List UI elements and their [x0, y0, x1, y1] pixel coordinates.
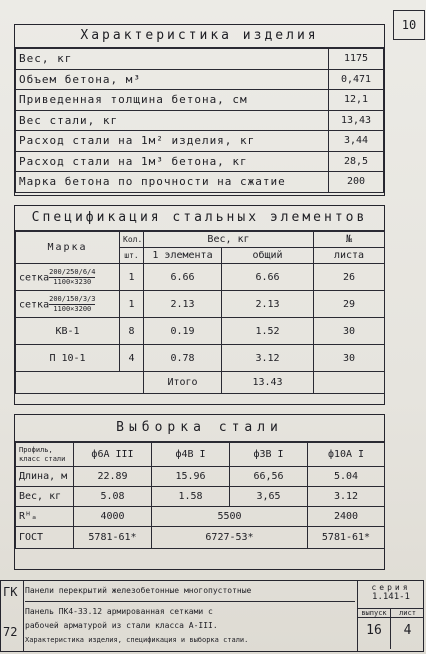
spec-row [16, 264, 385, 291]
steel-selection-block [14, 414, 385, 570]
stamp-series-label: серия [371, 583, 411, 592]
spec-total: 1.52 [222, 318, 314, 345]
stamp-sheet [391, 609, 424, 649]
steel-profile: ф10А I [308, 443, 385, 467]
spec-qty: 1 [120, 264, 144, 291]
stamp-issue-value: 16 [366, 623, 382, 638]
characteristic-value: 200 [329, 172, 384, 193]
spec-mark-frac-bottom: 1100×3230 [53, 277, 92, 286]
characteristic-row [16, 110, 384, 131]
steel-rn-label: Rᴴₐ [16, 507, 74, 527]
spec-one: 0.78 [144, 345, 222, 372]
characteristic-label: Вес стали, кг [16, 110, 329, 131]
stamp-line1: Панели перекрытий железобетонные многопустотные [25, 581, 355, 602]
spec-mark-frac-bottom: 1100×3200 [53, 304, 92, 313]
spec-mark-fraction [49, 295, 95, 314]
page-number: 10 [393, 10, 425, 40]
characteristic-row [16, 69, 384, 90]
characteristic-label: Вес, кг [16, 49, 329, 70]
spec-mark-frac-top: 200/150/3/3 [49, 294, 96, 303]
steel-value: 5.08 [74, 487, 152, 507]
spec-header-weight: Вес, кг [144, 232, 314, 248]
spec-sheet: 26 [314, 264, 385, 291]
spec-mark-name: сетка [19, 299, 50, 310]
spec-mark [16, 345, 120, 372]
stamp-line3: рабочей арматурой из стали класса А-III. [25, 621, 218, 630]
characteristic-value: 1175 [329, 49, 384, 70]
steel-profile: ф6А III [74, 443, 152, 467]
spec-one: 0.19 [144, 318, 222, 345]
steel-profile: ф3В I [230, 443, 308, 467]
spec-qty: 8 [120, 318, 144, 345]
spec-total: 3.12 [222, 345, 314, 372]
spec-total-label: Итого [144, 372, 222, 394]
spec-mark [16, 318, 120, 345]
spec-mark-name: сетка [19, 272, 50, 283]
characteristic-value: 3,44 [329, 131, 384, 152]
spec-header-mark: Марка [16, 232, 120, 264]
steel-value: 5.04 [308, 467, 385, 487]
spec-qty: 4 [120, 345, 144, 372]
characteristics-table [15, 48, 384, 193]
steel-row-label: Вес, кг [16, 487, 74, 507]
title-stamp [0, 580, 424, 652]
stamp-description [25, 605, 355, 647]
spec-header-qty-unit: шт. [120, 248, 144, 264]
steel-rn-value: 5500 [152, 507, 308, 527]
stamp-series-value: 1.141-1 [358, 592, 424, 609]
spec-sheet: 30 [314, 345, 385, 372]
characteristic-row [16, 90, 384, 111]
stamp-line4: Характеристика изделия, спецификация и выборка стали. [25, 636, 249, 644]
steel-gost-value: 5781-61* [308, 527, 385, 549]
characteristic-label: Марка бетона по прочности на сжатие [16, 172, 329, 193]
steel-title: Выборка стали [15, 415, 384, 442]
spec-sheet: 29 [314, 291, 385, 318]
steel-value: 22.89 [74, 467, 152, 487]
stamp-sheet-label: лист [391, 609, 424, 618]
steel-row [16, 467, 385, 487]
stamp-issue-sheet [358, 609, 424, 649]
characteristics-block [14, 24, 385, 196]
steel-header-row [16, 443, 385, 467]
stamp-sheet-value: 4 [403, 623, 412, 638]
characteristic-label: Приведенная толщина бетона, см [16, 90, 329, 111]
steel-rn-row [16, 507, 385, 527]
spec-mark-frac-top: 200/250/6/4 [49, 267, 96, 276]
steel-profile: ф4В I [152, 443, 230, 467]
spec-header-weight-total: общий [222, 248, 314, 264]
characteristic-row [16, 172, 384, 193]
stamp-issue-label: выпуск [358, 609, 390, 618]
spec-mark-name: П 10-1 [49, 352, 86, 364]
characteristics-title: Характеристика изделия [15, 25, 384, 48]
spec-total-value: 13.43 [222, 372, 314, 394]
spec-row [16, 345, 385, 372]
spec-one: 2.13 [144, 291, 222, 318]
steel-value: 66,56 [230, 467, 308, 487]
spec-header-sheet-no: № [314, 232, 385, 248]
stamp-line2: Панель ПК4-33.12 армированная сетками с [25, 607, 213, 616]
stamp-left-column [1, 581, 24, 651]
steel-value: 3,65 [230, 487, 308, 507]
spec-total-row [16, 372, 385, 394]
stamp-left-top: ГК [3, 585, 18, 599]
spec-sheet: 30 [314, 318, 385, 345]
steel-table [15, 442, 385, 549]
characteristic-value: 12,1 [329, 90, 384, 111]
spec-qty: 1 [120, 291, 144, 318]
characteristic-value: 28,5 [329, 151, 384, 172]
specification-table [15, 231, 385, 394]
spec-total-blank [16, 372, 144, 394]
steel-gost-row [16, 527, 385, 549]
spec-mark [16, 264, 120, 291]
steel-rn-value: 4000 [74, 507, 152, 527]
steel-value: 3.12 [308, 487, 385, 507]
spec-total-blank-right [314, 372, 385, 394]
spec-header-qty: Кол. [120, 232, 144, 248]
specification-block [14, 205, 385, 405]
characteristic-value: 0,471 [329, 69, 384, 90]
steel-gost-value: 5781-61* [74, 527, 152, 549]
stamp-left-bottom: 72 [3, 625, 18, 639]
steel-row [16, 487, 385, 507]
steel-row-label: Длина, м [16, 467, 74, 487]
steel-gost-label: ГОСТ [16, 527, 74, 549]
characteristic-value: 13,43 [329, 110, 384, 131]
spec-header-sheet: листа [314, 248, 385, 264]
stamp-issue [358, 609, 391, 649]
characteristic-label: Расход стали на 1м³ бетона, кг [16, 151, 329, 172]
characteristic-label: Расход стали на 1м² изделия, кг [16, 131, 329, 152]
spec-mark-fraction [49, 268, 95, 287]
spec-row [16, 318, 385, 345]
characteristic-row [16, 131, 384, 152]
characteristic-label: Объем бетона, м³ [16, 69, 329, 90]
spec-total: 2.13 [222, 291, 314, 318]
spec-header-weight-one: 1 элемента [144, 248, 222, 264]
stamp-right [357, 581, 424, 651]
characteristic-row [16, 49, 384, 70]
steel-rn-value: 2400 [308, 507, 385, 527]
characteristic-row [16, 151, 384, 172]
steel-gost-value: 6727-53* [152, 527, 308, 549]
spec-total: 6.66 [222, 264, 314, 291]
spec-mark [16, 291, 120, 318]
spec-mark-name: КВ-1 [55, 325, 80, 337]
steel-value: 1.58 [152, 487, 230, 507]
steel-value: 15.96 [152, 467, 230, 487]
spec-row [16, 291, 385, 318]
specification-title: Спецификация стальных элементов [15, 206, 384, 231]
spec-one: 6.66 [144, 264, 222, 291]
steel-header-label: Профиль, класс стали [16, 443, 74, 467]
